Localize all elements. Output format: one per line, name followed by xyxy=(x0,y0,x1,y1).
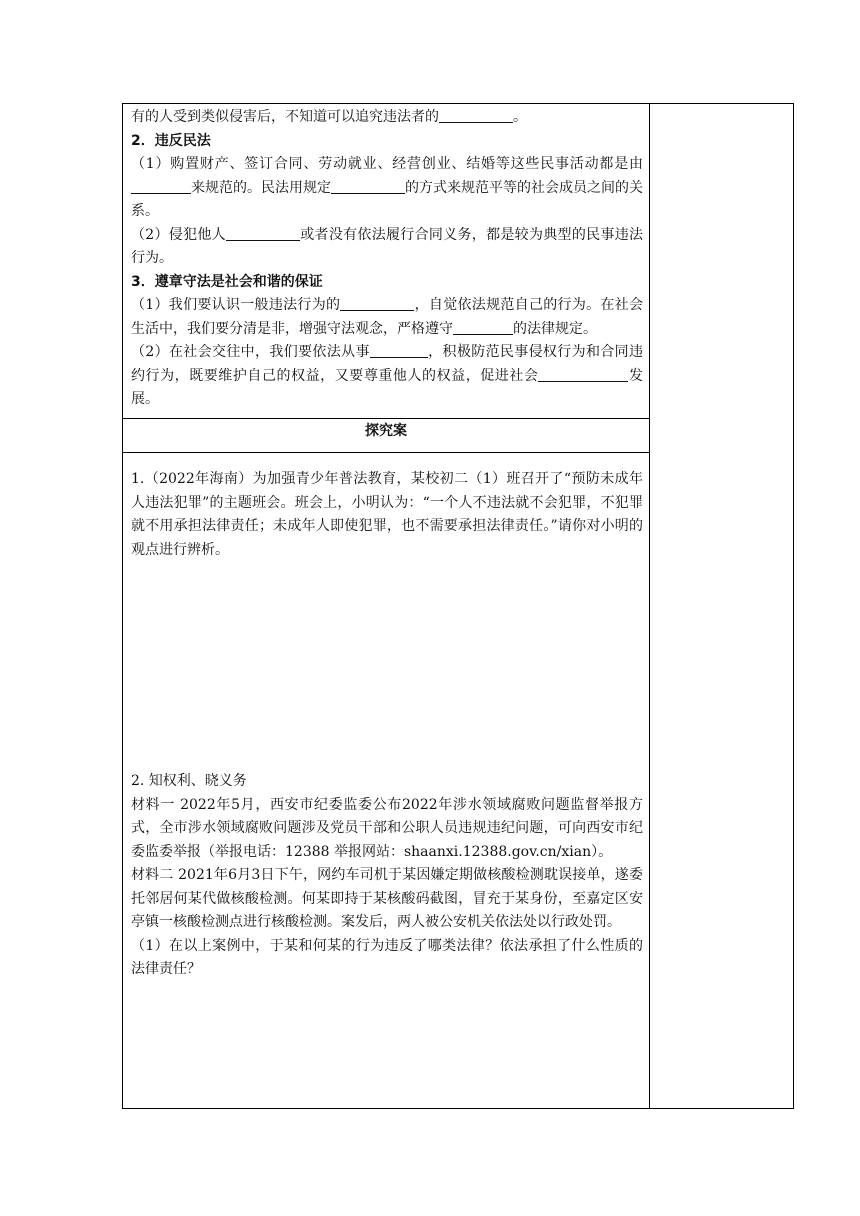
sub-question-1: （1）在以上案例中，于某和何某的行为违反了哪类法律？依法承担了什么性质的法律责任？ xyxy=(131,937,643,977)
paragraph: （2）侵犯他人 或者没有依法履行合同义务，都是较为典型的民事违法行为。 xyxy=(131,226,643,266)
paragraph: （1）我们要认识一般违法行为的 ，自觉依法规范自己的行为。在社会生活中，我们要分清是非，增强守法观念，严格遵守 的法律规定。 xyxy=(131,297,643,337)
knowledge-review-cell xyxy=(131,106,643,412)
fill-blank[interactable] xyxy=(131,179,191,194)
question-1 xyxy=(131,468,643,562)
material-1: 材料一 2022年5月，西安市纪委监委公布2022年涉水领域腐败问题监督举报方式，全市涉水领域腐败问题涉及党员干部和公职人员违规违纪问题，可向西安市纪委监委举报（举报电话：12388 举报网站：shaanxi.12388.gov.cn/xian）。 xyxy=(131,796,643,860)
paragraph: （2）在社会交往中，我们要依法从事 ，积极防范民事侵权行为和合同违约行为，既要维护自己的权益，又要尊重他人的权益，促进社会 发展。 xyxy=(131,344,644,407)
fill-blank[interactable] xyxy=(439,108,513,123)
material-2: 材料二 2021年6月3日下午，网约车司机于某因嫌定期做核酸检测耽误接单，遂委托邻居何某代做核酸检测。何某即持于某核酸码截图，冒充于某身份，至嘉定区安亭镇一核酸检测点进行核酸检测。案发后，两人被公安机关依法处以行政处罚。 xyxy=(131,867,643,930)
fill-blank[interactable] xyxy=(453,320,513,335)
row-divider xyxy=(122,452,650,453)
question-text: 1.（2022年海南）为加强青少年普法教育，某校初二（1）班召开了“预防未成年人违法犯罪”的主题班会。班会上，小明认为：“一个人不违法就不会犯罪，不犯罪就不用承担法律责任；未成年人即使犯罪，也不需要承担法律责任。”请你对小明的观点进行辨析。 xyxy=(131,471,643,558)
section-heading-civil-law: 2．违反民法 xyxy=(131,132,211,149)
text-line: 有的人受到类似侵害后，不知道可以追究违法者的 。 xyxy=(131,109,527,125)
fill-blank[interactable] xyxy=(331,179,405,194)
fill-blank[interactable] xyxy=(226,226,300,241)
fill-blank[interactable] xyxy=(340,296,414,311)
fill-blank[interactable] xyxy=(370,343,428,358)
question-title: 2. 知权利、晓义务 xyxy=(131,773,247,789)
fill-blank[interactable] xyxy=(538,367,628,382)
column-divider xyxy=(649,103,650,1109)
question-2 xyxy=(131,770,643,982)
paragraph: （1）购置财产、签订合同、劳动就业、经营创业、结婚等这些民事活动都是由来规范的。民法用规定 的方式来规范平等的社会成员之间的关系。 xyxy=(131,156,643,219)
section-heading-harmony: 3．遵章守法是社会和谐的保证 xyxy=(131,273,323,290)
section-title: 探究案 xyxy=(365,423,407,439)
